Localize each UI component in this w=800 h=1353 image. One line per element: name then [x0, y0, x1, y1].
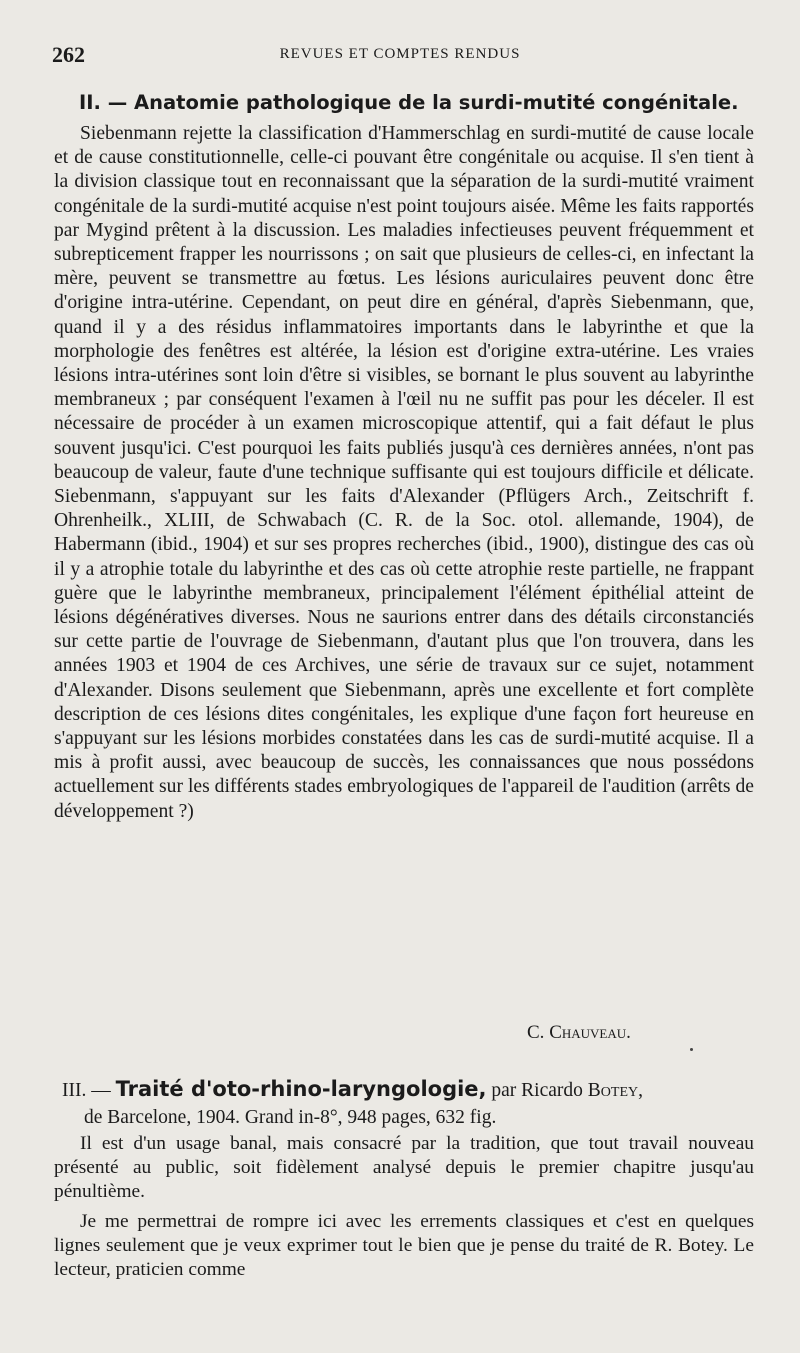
section-iii-heading [62, 1076, 762, 1131]
signature [527, 1020, 757, 1046]
section-iii-author-name: Botey, [587, 1080, 643, 1101]
page-header [0, 0, 800, 70]
section-iii-title: Traité d'oto-rhino-laryngologie, [115, 1077, 487, 1101]
section-iii-reference: de Barcelone, 1904. Grand in-8°, 948 pages, 632 fig. [84, 1107, 497, 1128]
signature-name: Chauveau. [549, 1022, 631, 1043]
ink-speck [690, 1048, 693, 1051]
section-ii-heading: II. — Anatomie pathologique de la surdi-mutité congénitale. [79, 91, 739, 114]
section-iii-author-prefix: par Ricardo [491, 1080, 583, 1101]
running-head: REVUES ET COMPTES RENDUS [279, 46, 521, 62]
section-iii-paragraph-2: Je me permettrai de rompre ici avec les errements classiques et c'est en quelques lignes seulement que je veux exprimer tout le bien que je pense du traité de R. Botey. Le lecteur, praticien comme [54, 1211, 754, 1281]
section-ii-body: Siebenmann rejette la classification d'Hammerschlag en surdi-mutité de cause locale et de cause constitutionnelle, celle-ci pouvant être congénitale ou acquise. Il s'en tient à la division classique tout en reconnaissant que la séparation de la surdi-mutité vraiment congénitale de la surdi-mutité acquise n'est point toujours aisée. Même les faits rapportés par Mygind prêtent à la discussion. Les maladies infectieuses peuvent fréquemment et subrepticement frapper les nourrissons ; on sait que plusieurs de celles-ci, en infectant la mère, peuvent se transmettre au fœtus. Les lésions auriculaires peuvent donc être d'origine intra-utérine. Cependant, on peut dire en général, d'après Siebenmann, que, quand il y a des résidus inflammatoires importants dans le labyrinthe et que la morphologie des fenêtres est altérée, la lésion est d'origine extra-utérine. Les vraies lésions intra-utérines sont loin d'être si visibles, se bornant le plus souvent au labyrinthe membraneux ; par conséquent l'examen à l'œil nu ne suffit pas pour les déceler. Il est nécessaire de procéder à un examen microscopique attentif, qui a fait défaut le plus souvent jusqu'ici. C'est pourquoi les faits publiés jusqu'à ces dernières années, n'ont pas beaucoup de valeur, faute d'une technique suffisante qui est toujours difficile et délicate. Siebenmann, s'appuyant sur les faits d'Alexander (Pflügers Arch., Zeitschrift f. Ohrenheilk., XLIII, de Schwabach (C. R. de la Soc. otol. allemande, 1904), de Habermann (ibid., 1904) et sur ses propres recherches (ibid., 1900), distingue des cas où il y a atrophie totale du labyrinthe et des cas où cette atrophie reste partielle, ne frappant guère que le labyrinthe membraneux, principalement l'élément épithélial atteint de lésions dégénératives diverses. Nous ne saurions entrer dans des détails circonstanciés sur cette partie de l'ouvrage de Siebenmann, d'autant plus que l'on trouvera, dans les années 1903 et 1904 de ces Archives, une série de travaux sur ce sujet, notamment d'Alexander. Disons seulement que Siebenmann, après une excellente et fort complète description de ces lésions dites congénitales, les explique d'une façon fort heureuse en s'appuyant sur les lésions morbides constatées dans les cas de surdi-mutité acquise. Il a mis à profit aussi, avec beaucoup de succès, les connaissances que nous possédons actuellement sur les différents stades embryologiques de l'appareil de l'audition (arrêts de développement ?) [54, 123, 754, 822]
page-number: 262 [52, 42, 85, 67]
section-iii-numeral: III. — [62, 1080, 111, 1101]
section-iii-paragraph-1: Il est d'un usage banal, mais consacré par la tradition, que tout travail nouveau présenté au public, soit fidèlement analysé depuis le premier chapitre jusqu'au pénultième. [54, 1133, 754, 1203]
signature-initial: C. [527, 1022, 545, 1043]
